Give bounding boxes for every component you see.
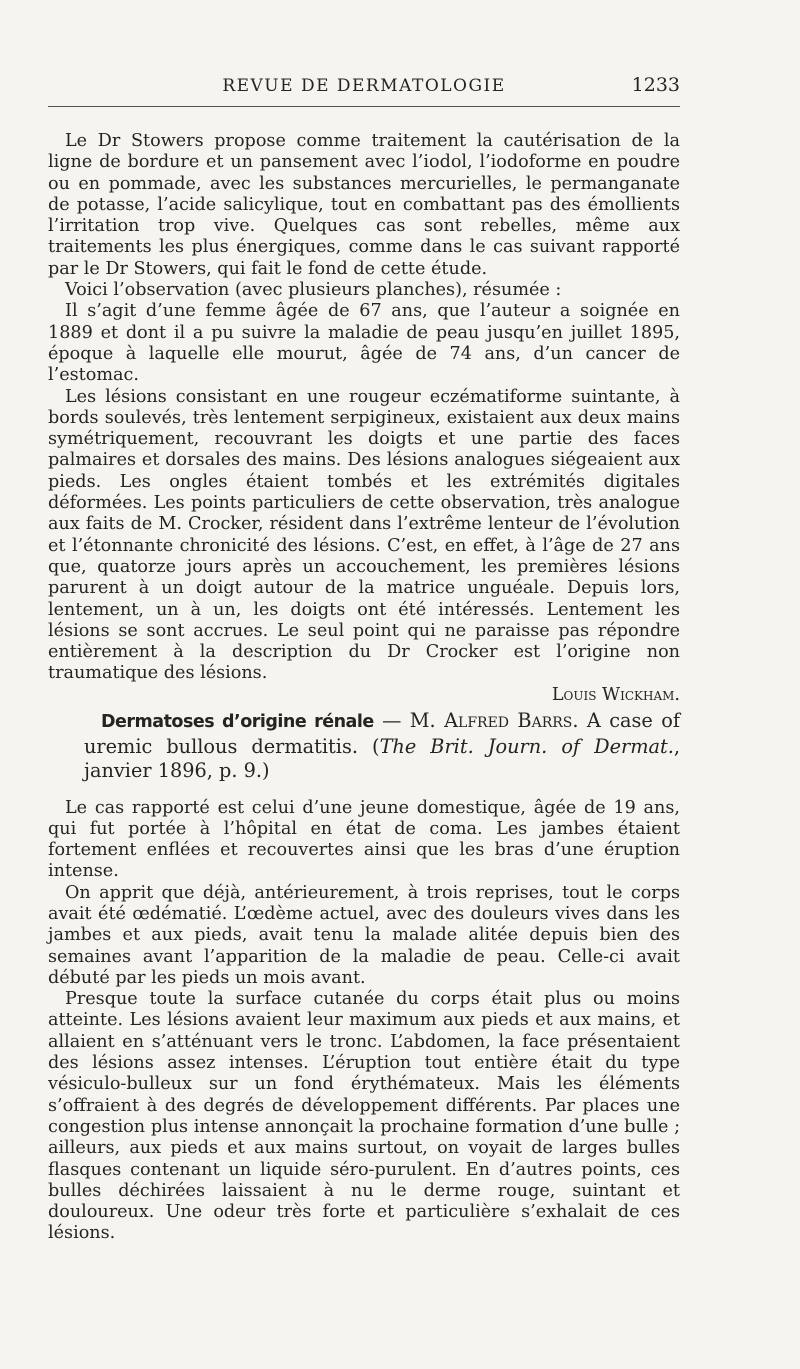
article-body	[48, 798, 680, 1245]
header-rule	[48, 106, 680, 107]
author-signature: Louis Wickham.	[551, 684, 680, 705]
paragraph: Il s’agit d’une femme âgée de 67 ans, que l’auteur a soignée en 1889 et dont il a pu suivre la maladie de peau jusqu’en juillet 1895, époque à laquelle elle mourut, âgée de 74 ans, d’un cancer de l’estomac.	[48, 301, 680, 386]
citation-date: , janvier 1896, p. 9.)	[84, 734, 680, 782]
heading-separator: — M.	[373, 709, 445, 732]
journal-name: The Brit. Journ. of Dermat.	[379, 734, 674, 758]
paragraph: Presque toute la surface cutanée du corps était plus ou moins atteinte. Les lésions avaient leur maximum aux pieds et aux mains, et allaient en s’atténuant vers le tronc. L’abdomen, la face présentaient des lésions assez intenses. L’éruption tout entière était du type vésiculo-bulleux sur un fond érythémateux. Mais les éléments s’offraient à des degrés de développement différents. Par places une congestion plus intense annonçait la prochaine formation d’une bulle ; ailleurs, aux pieds et aux mains surtout, on voyait de larges bulles flasques contenant un liquide séro-purulent. En d’autres points, ces bulles déchirées laissaient à nu le derme rouge, suintant et douloureux. Une odeur très forte et particulière s’exhalait de ces lésions.	[48, 989, 680, 1244]
article-review	[48, 709, 680, 1245]
paragraph: Le Dr Stowers propose comme traitement la cautérisation de la ligne de bordure et un pansement avec l’iodol, l’iodoforme en poudre ou en pommade, avec les substances mercurielles, le permanganate de potasse, l’acide salicylique, tout en combattant pas des émollients l’irritation trop vive. Quelques cas sont rebelles, même aux traitements les plus énergiques, comme dans le cas suivant rapporté par le Dr Stowers, qui fait le fond de cette étude.	[48, 131, 680, 279]
running-head: REVUE DE DERMATOLOGIE	[222, 76, 506, 96]
paragraph: Les lésions consistant en une rougeur eczématiforme suintante, à bords soulevés, très lentement serpigineux, existaient aux deux mains symétriquement, recouvrant les doigts et une partie des faces palmaires et dorsales des mains. Des lésions analogues siégeaient aux pieds. Les ongles étaient tombés et les extrémités digitales déformées. Les points particuliers de cette observation, très analogue aux faits de M. Crocker, résident dans l’extrême lenteur de l’évolution et l’étonnante chronicité des lésions. C’est, en effet, à l’âge de 27 ans que, quatorze jours après un accouchement, les premières lésions parurent à un doigt autour de la matrice unguéale. Depuis lors, lentement, un à un, les doigts ont été intéressés. Lentement les lésions se sont accrues. Le seul point qui ne paraisse pas répondre entièrement à la description du Dr Crocker est l’origine non traumatique des lésions.	[48, 386, 680, 684]
paragraph: On apprit que déjà, antérieurement, à trois reprises, tout le corps avait été œdématié. L’œdème actuel, avec des douleurs vives dans les jambes et aux pieds, avait tenu la malade alitée depuis bien des semaines avant l’apparition de la maladie de peau. Celle-ci avait débuté par les pieds un mois avant.	[48, 882, 680, 988]
article-heading-lead: Dermatoses d’origine rénale	[101, 712, 374, 732]
paragraph: Voici l’observation (avec plusieurs planches), résumée :	[65, 280, 562, 301]
page-number: 1233	[631, 74, 680, 96]
article-heading	[48, 709, 680, 784]
paragraph: Le cas rapporté est celui d’une jeune domestique, âgée de 19 ans, qui fut portée à l’hôpital en état de coma. Les jambes étaient fortement enflées et recouvertes ainsi que les bras d’une éruption intense.	[48, 797, 680, 882]
review-continuation	[48, 131, 680, 706]
article-author: Alfred Barrs	[444, 709, 573, 732]
article-title-text: . A case of uremic bullous dermatitis. (	[84, 709, 680, 758]
page-header	[48, 76, 680, 102]
